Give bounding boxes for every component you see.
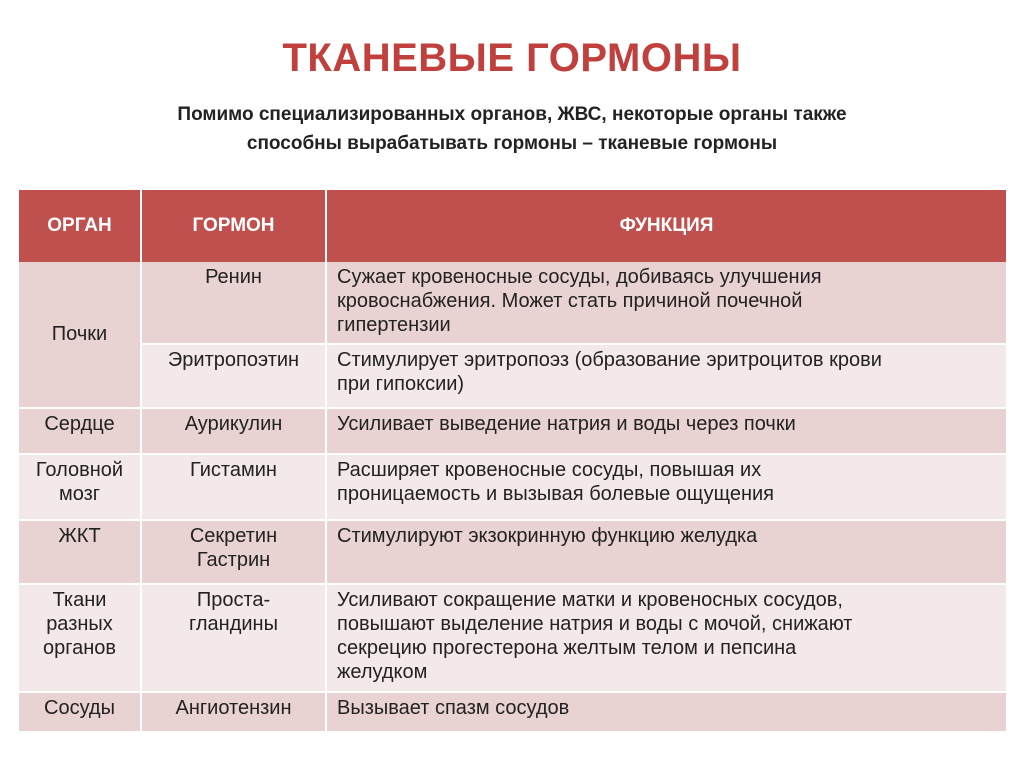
- organ-line: органов: [42, 637, 117, 659]
- function-line: гипертензии: [337, 314, 451, 336]
- organ-line: Головной: [35, 459, 124, 481]
- cell-function: [326, 262, 1006, 344]
- function-line: повышают выделение натрия и воды с мочой, снижают: [337, 613, 853, 635]
- function-line: проницаемость и вызывая болевые ощущения: [337, 483, 775, 505]
- organ-line: ЖКТ: [58, 525, 101, 547]
- function-line: Расширяет кровеносные сосуды, повышая их: [337, 459, 762, 481]
- cell-organ: [19, 520, 141, 584]
- function-line: Усиливает выведение натрия и воды через почки: [337, 413, 796, 435]
- table-row: [19, 344, 1006, 408]
- header-organ: ОРГАН: [19, 190, 141, 262]
- subtitle-line: Помимо специализированных органов, ЖВС, некоторые органы также: [177, 104, 847, 125]
- function-line: Стимулируют экзокринную функцию желудка: [337, 525, 758, 547]
- cell-hormone: [141, 408, 326, 454]
- hormone-line: Секретин: [189, 525, 278, 547]
- cell-hormone: [141, 454, 326, 520]
- function-line: Сужает кровеносные сосуды, добиваясь улучшения: [337, 266, 822, 288]
- cell-hormone: [141, 692, 326, 732]
- table-row: [19, 408, 1006, 454]
- subtitle-line: способны вырабатывать гормоны – тканевые гормоны: [246, 133, 778, 154]
- organ-line: мозг: [58, 483, 101, 505]
- function-line: Вызывает спазм сосудов: [337, 697, 570, 719]
- hormone-line: Аурикулин: [184, 413, 283, 435]
- cell-organ: Почки: [19, 262, 141, 408]
- cell-function: [326, 520, 1006, 584]
- cell-hormone: Ренин: [141, 262, 326, 344]
- hormones-table: [19, 190, 1006, 733]
- table-row: [19, 692, 1006, 732]
- header-function: ФУНКЦИЯ: [326, 190, 1006, 262]
- header-hormone: ГОРМОН: [141, 190, 326, 262]
- hormone-line: Ангиотензин: [175, 697, 292, 719]
- hormone-line: Гастрин: [196, 549, 271, 571]
- cell-function: [326, 584, 1006, 692]
- organ-line: Сердце: [44, 413, 115, 435]
- cell-function: [326, 344, 1006, 408]
- cell-function: [326, 454, 1006, 520]
- function-line: секрецию прогестерона желтым телом и пепсина: [337, 637, 797, 659]
- cell-organ: [19, 454, 141, 520]
- table-row: [19, 454, 1006, 520]
- hormone-line: Гистамин: [190, 459, 277, 481]
- cell-hormone: [141, 520, 326, 584]
- table-row: [19, 584, 1006, 692]
- function-line: кровоснабжения. Может стать причиной почечной: [337, 290, 803, 312]
- page-title: ТКАНЕВЫЕ ГОРМОНЫ: [282, 36, 742, 80]
- function-line: Стимулирует эритропоэз (образование эритроцитов крови: [337, 349, 882, 371]
- cell-organ: [19, 692, 141, 732]
- cell-hormone: [141, 584, 326, 692]
- organ-line: Ткани: [52, 589, 107, 611]
- cell-organ: [19, 584, 141, 692]
- hormone-line: гландины: [189, 613, 278, 635]
- cell-organ: [19, 408, 141, 454]
- organ-line: Сосуды: [44, 697, 115, 719]
- cell-function: [326, 692, 1006, 732]
- table-row: [19, 520, 1006, 584]
- cell-function: [326, 408, 1006, 454]
- function-line: Усиливают сокращение матки и кровеносных сосудов,: [337, 589, 843, 611]
- organ-line: разных: [46, 613, 113, 635]
- function-line: при гипоксии): [337, 373, 465, 395]
- subtitle: [0, 100, 1024, 158]
- cell-hormone: Эритропоэтин: [141, 344, 326, 408]
- table-row: [19, 262, 1006, 344]
- hormone-line: Проста-: [196, 589, 271, 611]
- table-header-row: [19, 190, 1006, 262]
- function-line: желудком: [337, 661, 428, 683]
